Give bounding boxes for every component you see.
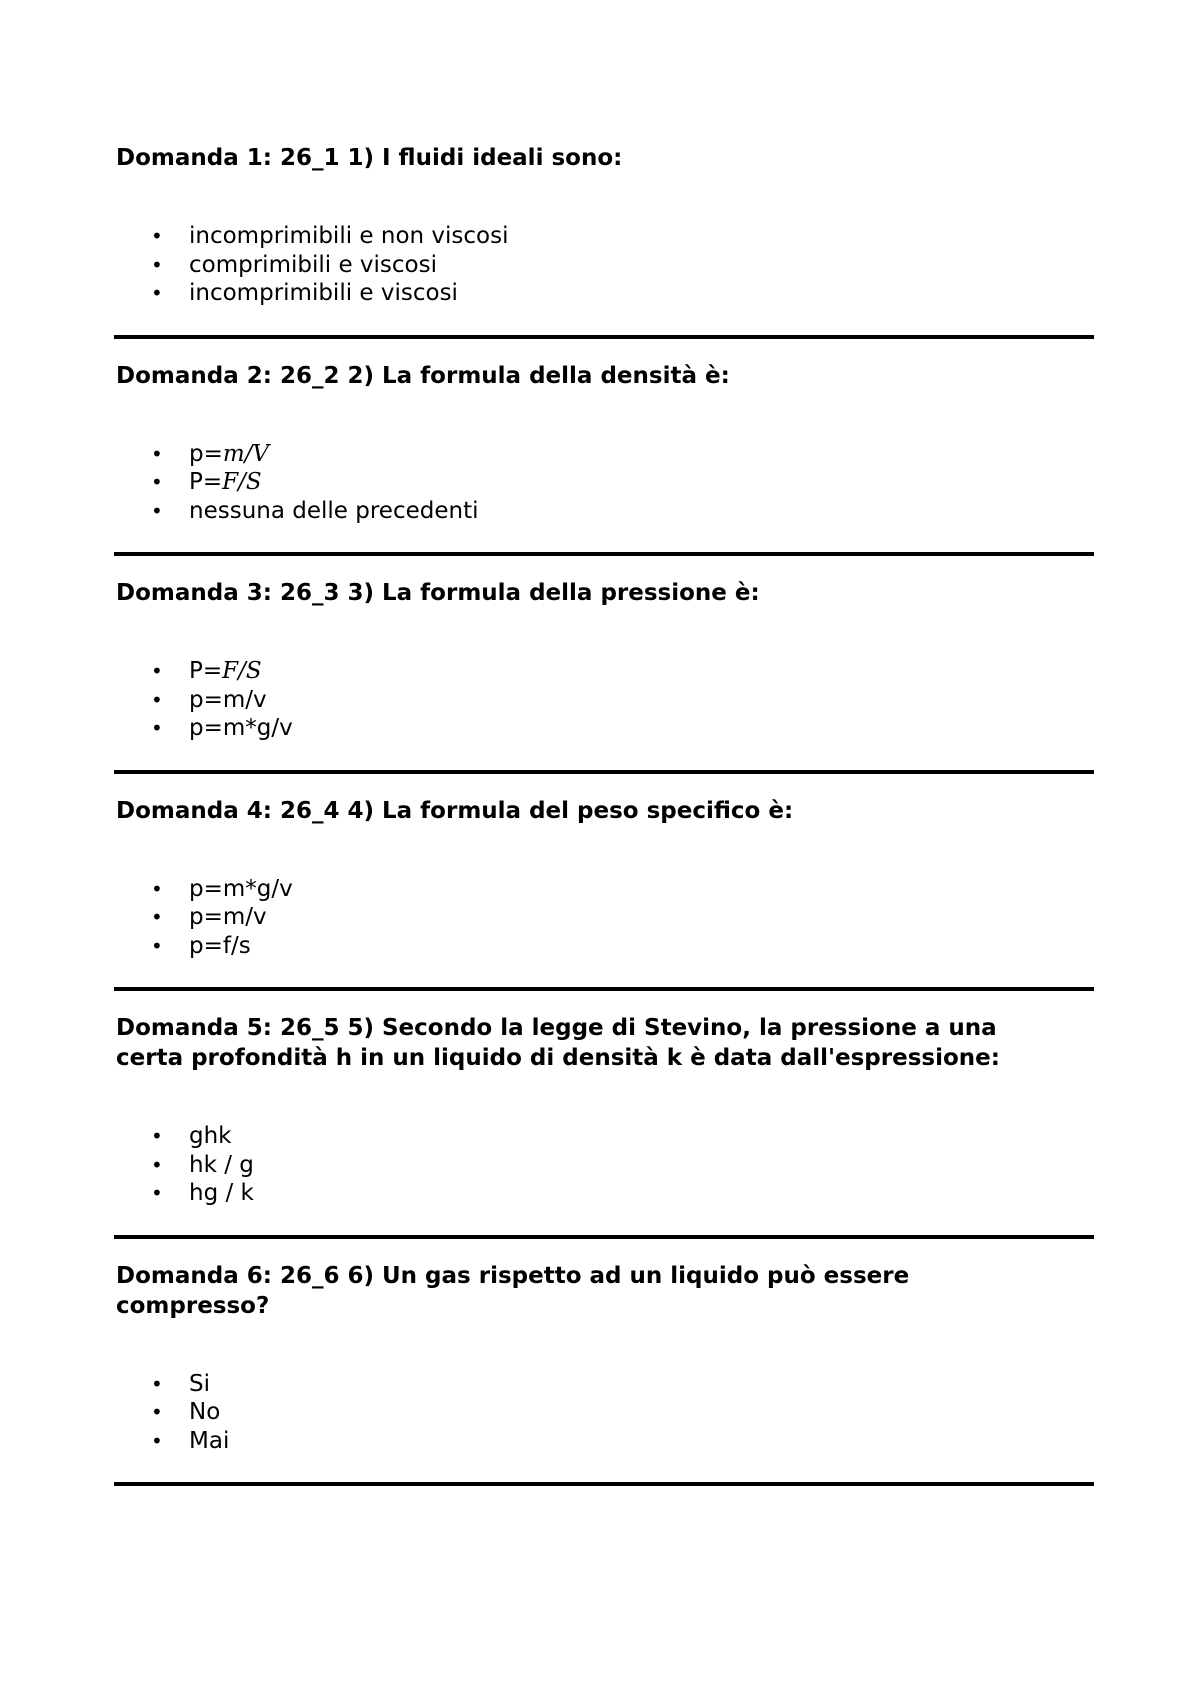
answer-text: p=m*g/v — [189, 875, 293, 902]
answer-text: hk / g — [189, 1151, 254, 1178]
bullet-icon: • — [151, 1181, 163, 1205]
answer-list — [116, 440, 1096, 526]
answer-list — [116, 875, 1096, 961]
answer-option — [116, 875, 1096, 904]
answer-text: incomprimibili e viscosi — [189, 280, 458, 306]
question-title: Domanda 2: 26_2 2) La formula della densità è: — [116, 362, 730, 389]
answer-option — [116, 222, 1096, 251]
answer-text: No — [189, 1399, 221, 1425]
answer-option — [116, 1398, 1096, 1427]
bullet-icon: • — [151, 1428, 163, 1453]
answer-option — [116, 497, 1096, 526]
answer-option — [116, 468, 1096, 497]
question-2 — [116, 361, 1096, 557]
answer-formula: F/S — [222, 469, 262, 495]
bullet-icon: • — [151, 876, 163, 901]
answer-option — [116, 714, 1096, 743]
answer-option — [116, 279, 1096, 308]
bullet-icon: • — [151, 281, 163, 305]
answer-option — [116, 932, 1096, 961]
question-title: Domanda 1: 26_1 1) I fluidi ideali sono: — [116, 145, 623, 171]
bullet-icon: • — [151, 659, 163, 683]
question-4 — [116, 796, 1096, 992]
answer-option — [116, 657, 1096, 686]
question-6 — [116, 1261, 1096, 1487]
bullet-icon: • — [151, 716, 163, 740]
question-title — [116, 1261, 1096, 1321]
question-3 — [116, 578, 1096, 774]
answer-formula: F/S — [222, 658, 262, 684]
question-title-line: Domanda 6: 26_6 6) Un gas rispetto ad un liquido può essere — [116, 1262, 910, 1289]
answer-list — [116, 222, 1096, 308]
bullet-icon: • — [151, 252, 163, 277]
answer-option — [116, 251, 1096, 280]
bullet-icon: • — [151, 1124, 163, 1148]
answer-list — [116, 1370, 1096, 1456]
answer-formula: m/V — [222, 440, 270, 467]
question-title-line: certa profondità h in un liquido di densità k è data dall'espressione: — [116, 1045, 1000, 1071]
answer-text: hg / k — [189, 1180, 254, 1206]
answer-option — [116, 1151, 1096, 1180]
question-5 — [116, 1013, 1096, 1239]
answer-text: Mai — [189, 1427, 230, 1454]
answer-prefix: p= — [189, 440, 223, 467]
question-title: Domanda 3: 26_3 3) La formula della pressione è: — [116, 580, 760, 606]
bullet-icon: • — [151, 905, 163, 929]
divider — [114, 1482, 1094, 1486]
answer-prefix: P= — [189, 658, 223, 684]
bullet-icon: • — [151, 470, 163, 494]
answer-list — [116, 657, 1096, 743]
bullet-icon: • — [151, 933, 163, 958]
question-title — [116, 1013, 1096, 1073]
bullet-icon: • — [151, 1371, 163, 1396]
answer-option — [116, 1179, 1096, 1208]
bullet-icon: • — [151, 687, 163, 712]
answer-option — [116, 1122, 1096, 1151]
answer-text: comprimibili e viscosi — [189, 251, 437, 278]
question-title-line: Domanda 5: 26_5 5) Secondo la legge di Stevino, la pressione a una — [116, 1015, 997, 1041]
answer-text: nessuna delle precedenti — [189, 497, 479, 524]
answer-text: incomprimibili e non viscosi — [189, 223, 509, 249]
bullet-icon: • — [151, 498, 163, 523]
answer-text: Si — [189, 1370, 210, 1397]
question-title: Domanda 4: 26_4 4) La formula del peso specifico è: — [116, 797, 794, 824]
answer-option — [116, 1427, 1096, 1456]
answer-text: ghk — [189, 1123, 232, 1149]
answer-prefix: P= — [189, 469, 223, 495]
answer-text: p=m/v — [189, 904, 267, 930]
answer-text: p=m*g/v — [189, 715, 293, 741]
answer-list — [116, 1122, 1096, 1208]
answer-option — [116, 440, 1096, 469]
answer-text: p=f/s — [189, 932, 251, 959]
bullet-icon: • — [151, 224, 163, 248]
bullet-icon: • — [151, 441, 163, 466]
document-page — [116, 143, 1096, 1486]
answer-text: p=m/v — [189, 686, 267, 713]
question-title-line: compresso? — [116, 1292, 270, 1319]
answer-option — [116, 1370, 1096, 1399]
answer-option — [116, 686, 1096, 715]
answer-option — [116, 903, 1096, 932]
bullet-icon: • — [151, 1400, 163, 1424]
bullet-icon: • — [151, 1152, 163, 1177]
question-1 — [116, 143, 1096, 339]
